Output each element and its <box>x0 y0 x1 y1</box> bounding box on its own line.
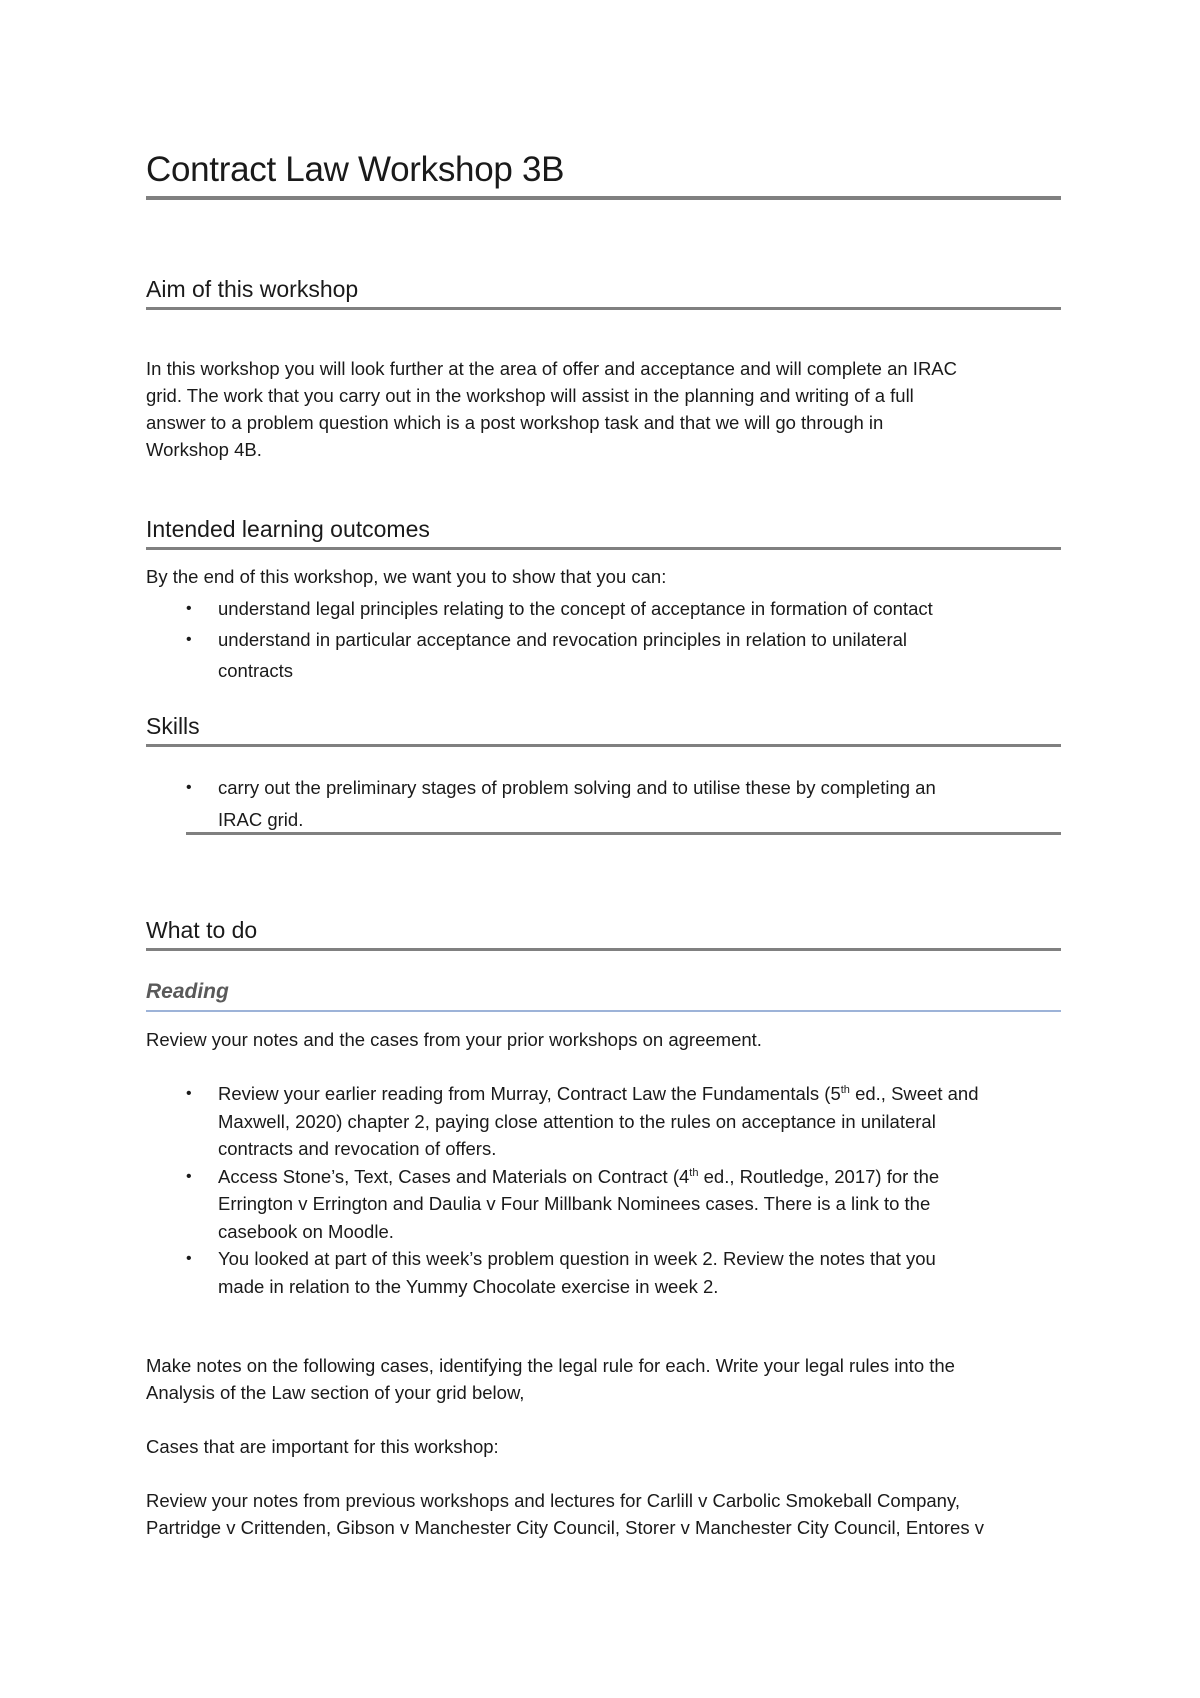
aim-line: grid. The work that you carry out in the workshop will assist in the planning and writing of a full <box>146 385 914 406</box>
skill-line: IRAC grid. <box>218 809 304 830</box>
reading-line: made in relation to the Yummy Chocolate exercise in week 2. <box>218 1275 719 1297</box>
list-item <box>146 1163 1061 1246</box>
what-to-do-heading: What to do <box>146 917 258 943</box>
reading-rule <box>146 1010 1061 1012</box>
outcome-line: contracts <box>218 660 294 681</box>
skills-list <box>146 772 1061 836</box>
outcomes-heading: Intended learning outcomes <box>146 516 430 542</box>
review-notes-paragraph <box>146 1487 1061 1541</box>
aim-line: In this workshop you will look further at the area of offer and acceptance and will complete an IRAC <box>146 358 958 379</box>
reading-line: Maxwell, 2020) chapter 2, paying close attention to the rules on acceptance in unilateral <box>218 1110 936 1132</box>
list-item <box>146 593 1061 624</box>
review-line: Partridge v Crittenden, Gibson v Manchester City Council, Storer v Manchester City Council, Entores v <box>146 1517 984 1538</box>
aim-rule <box>146 307 1061 310</box>
review-intro: Review your notes and the cases from your prior workshops on agreement. <box>146 1029 762 1050</box>
aim-paragraph <box>146 355 1061 463</box>
skills-heading: Skills <box>146 713 200 739</box>
list-item <box>146 772 1061 836</box>
outcome-line: understand in particular acceptance and revocation principles in relation to unilateral <box>218 629 908 650</box>
outcomes-list <box>146 593 1061 686</box>
list-item <box>146 1080 1061 1163</box>
notes-paragraph <box>146 1352 1061 1406</box>
reading-line: Errington v Errington and Daulia v Four Millbank Nominees cases. There is a link to the <box>218 1193 931 1214</box>
skills-end-rule <box>186 832 1061 835</box>
bullet-icon: • <box>186 1085 192 1102</box>
reading-heading: Reading <box>146 980 229 1003</box>
outcome-line: understand legal principles relating to the concept of acceptance in formation of contact <box>218 598 933 619</box>
skills-rule <box>146 744 1061 747</box>
reading-list <box>146 1080 1061 1300</box>
bullet-icon: • <box>186 1250 192 1267</box>
title-rule <box>146 196 1061 200</box>
notes-line: Analysis of the Law section of your grid below, <box>146 1382 525 1403</box>
reading-line: You looked at part of this week’s problem question in week 2. Review the notes that you <box>218 1248 936 1269</box>
reading-line: Review your earlier reading from Murray, Contract Law the Fundamentals (5th ed., Sweet and <box>218 1083 979 1104</box>
reading-line: contracts and revocation of offers. <box>218 1138 497 1159</box>
bullet-icon: • <box>186 600 192 617</box>
aim-heading: Aim of this workshop <box>146 276 359 302</box>
reading-line: Access Stone’s, Text, Cases and Materials on Contract (4th ed., Routledge, 2017) for the <box>218 1165 940 1187</box>
list-item <box>146 624 1061 686</box>
reading-line: casebook on Moodle. <box>218 1220 394 1242</box>
review-line: Review your notes from previous workshops and lectures for Carlill v Carbolic Smokeball Company, <box>146 1490 960 1511</box>
outcomes-intro: By the end of this workshop, we want you to show that you can: <box>146 566 667 587</box>
bullet-icon: • <box>186 631 192 648</box>
bullet-icon: • <box>186 779 192 796</box>
notes-line: Make notes on the following cases, identifying the legal rule for each. Write your legal rules into the <box>146 1355 955 1376</box>
list-item <box>146 1245 1061 1300</box>
aim-line: answer to a problem question which is a post workshop task and that we will go through in <box>146 412 884 433</box>
outcomes-rule <box>146 547 1061 550</box>
document-title: Contract Law Workshop 3B <box>146 150 565 189</box>
aim-line: Workshop 4B. <box>146 439 262 460</box>
cases-intro: Cases that are important for this workshop: <box>146 1436 499 1457</box>
bullet-icon: • <box>186 1167 192 1185</box>
what-to-do-rule <box>146 948 1061 951</box>
skill-line: carry out the preliminary stages of problem solving and to utilise these by completing an <box>218 777 936 798</box>
